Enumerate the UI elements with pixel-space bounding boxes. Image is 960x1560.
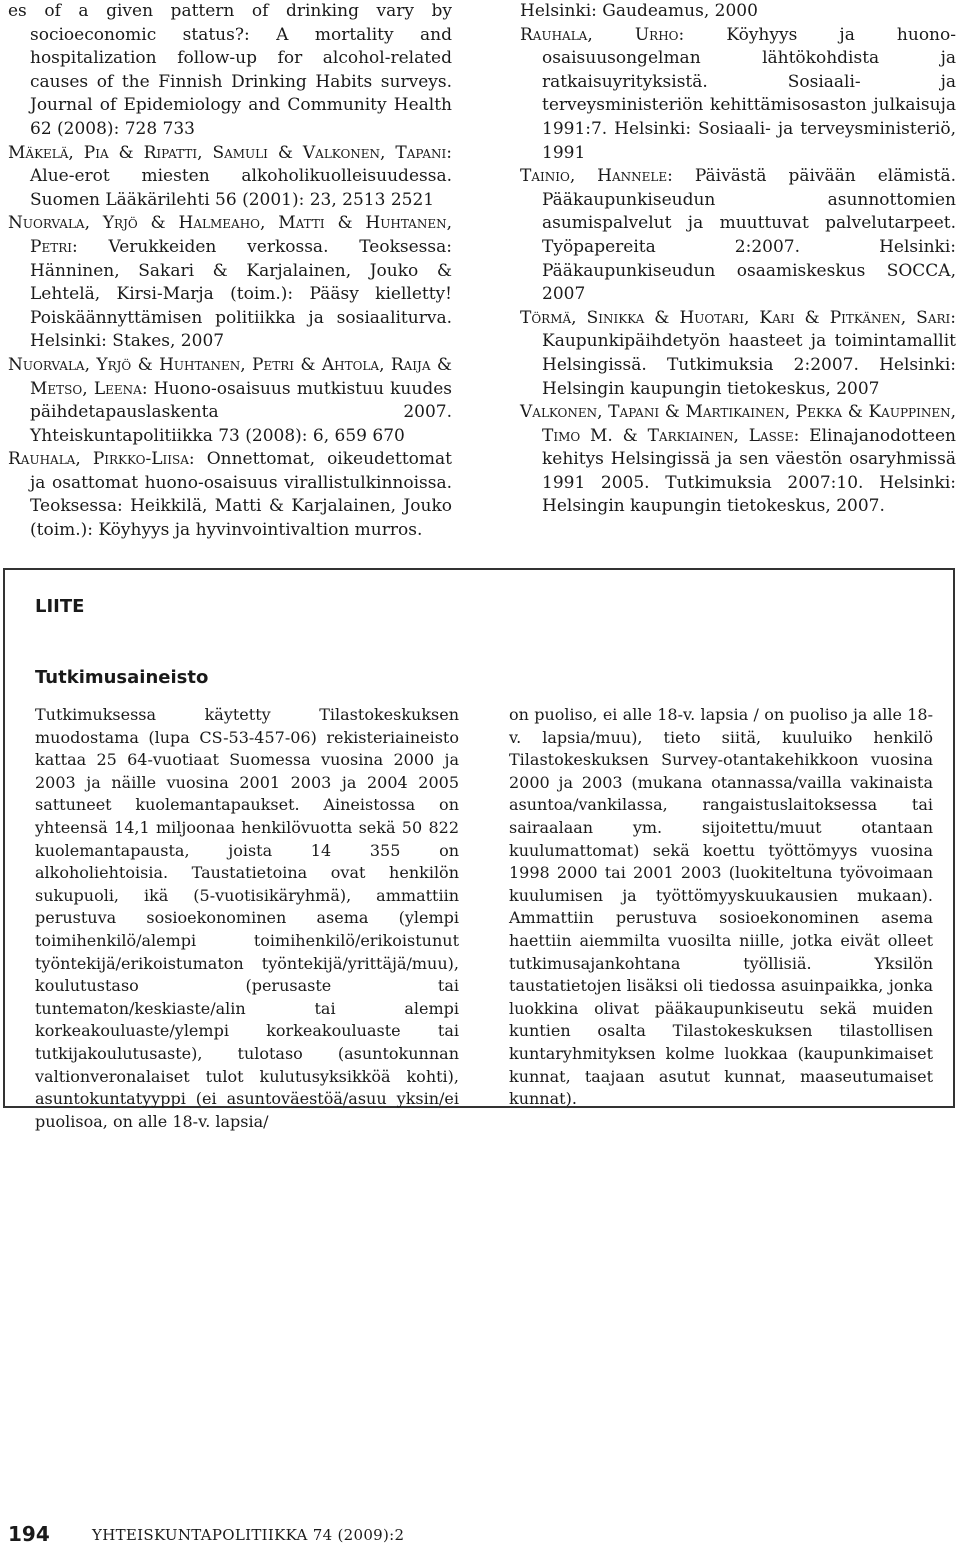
reference-entry: Nuorvala, Yrjö & Halmeaho, Matti & Huhtanen, Petri: Verukkeiden verkossa. Teoksessa: Hänninen, Sakari & Karjalainen, Jouko & Lehtelä, Kirsi-Marja (toim.): Pääsy kielletty! Poiskäännyttämisen politiikka ja sosiaaliturva. Helsinki: Stakes, 2007 [8, 213, 452, 352]
appendix-title: LIITE [35, 596, 85, 617]
appendix-body-left: Tutkimuksessa käytetty Tilastokeskuksen muodostama (lupa CS-53-457-06) rekisteriaineisto kattaa 25 64-vuotiaat Suomessa vuosina 2000 ja 2003 ja näille vuosina 2001 2003 ja 2004 2005 sattuneet kuolemantapaukset. Aineistossa on yhteensä 14,1 miljoonaa henkilövuotta sekä 50 822 kuolemantapausta, joista 14 355 on alkoholiehtoisia. Taustatietoina ovat henkilön sukupuoli, ikä (5-vuotisikäryhmä), ammattiin perustuva sosioekonominen asema (ylempi toimihenkilö/alempi toimihenkilö/erikoistunut työntekijä/erikoistumaton työntekijä/yrittäjä/muu), koulutustaso (perusaste tai tuntematon/keskiaste/alin tai alempi korkeakouluaste/ylempi korkeakouluaste tai tutkijakoulutusaste), tulotaso (asuntokunnan valtionveronalaiset tulot kulutusyksikköä kohti), asuntokuntatyyppi (ei asuntoväestöä/asuu yksin/ei puolisoa, on alle 18-v. lapsia/ [35, 705, 459, 1131]
reference-entry: Rauhala, Urho: Köyhyys ja huono-osaisuusongelman lähtökohdista ja ratkaisuyrityksistä. Sosiaali- ja terveysministeriön kehittämisosaston julkaisuja 1991:7. Helsinki: Sosiaali- ja terveysministeriö, 1991 [520, 24, 956, 163]
reference-entry: Tainio, Hannele: Päivästä päivään elämistä. Pääkaupunkiseudun asunnottomien asumispalvelut ja muuttuvat palvelutarpeet. Työpapereita 2:2007. Helsinki: Pääkaupunkiseudun osaamiskeskus SOCCA, 2007 [520, 166, 956, 305]
reference-authors: Nuorvala, Yrjö & Huhtanen, Petri & Ahtola, Raija & Metso, Leena: [8, 354, 452, 399]
reference-authors: Rauhala, Pirkko-Liisa: [8, 449, 195, 470]
reference-entry: es of a given pattern of drinking vary by socioeconomic status?: A mortality and hospitalization follow-up for alcohol-related causes of the Finnish Drinking Habits surveys. Journal of Epidemiology and Community Health 62 (2008): 728 733 [8, 1, 452, 139]
reference-entry: Mäkelä, Pia & Ripatti, Samuli & Valkonen, Tapani: Alue-erot miesten alkoholikuolleisuudessa. Suomen Lääkärilehti 56 (2001): 23, 2513 2521 [8, 142, 452, 210]
reference-entry: Rauhala, Pirkko-Liisa: Onnettomat, oikeudettomat ja osattomat huono-osaisuus virallistulkinnoissa. Teoksessa: Heikkilä, Matti & Karjalainen, Jouko (toim.): Köyhyys ja hyvinvointivaltion murros. [8, 449, 452, 541]
reference-authors: Valkonen, Tapani & Martikainen, Pekka & Kauppinen, Timo M. & Tarkiainen, Lasse: [520, 402, 956, 446]
reference-authors: Törmä, Sinikka & Huotari, Kari & Pitkänen, Sari: [520, 307, 956, 328]
appendix-box [3, 568, 955, 1131]
reference-authors: Tainio, Hannele: [520, 166, 673, 187]
reference-entry: Törmä, Sinikka & Huotari, Kari & Pitkänen, Sari: Kaupunkipäihdetyön haasteet ja toimintamallit Helsingissä. Tutkimuksia 2:2007. Helsinki: Helsingin kaupungin tietokeskus, 2007 [520, 307, 956, 399]
reference-authors: Mäkelä, Pia & Ripatti, Samuli & Valkonen, Tapani: [8, 142, 452, 163]
reference-entry: Valkonen, Tapani & Martikainen, Pekka & Kauppinen, Timo M. & Tarkiainen, Lasse: Elinajanodotteen kehitys Helsingissä ja sen väestön osaryhmissä 1991 2005. Tutkimuksia 2007:10. Helsinki: Helsingin kaupungin tietokeskus, 2007. [520, 402, 956, 517]
appendix-body-right: on puoliso, ei alle 18-v. lapsia / on puoliso ja alle 18-v. lapsia/muu), tieto siitä, kuuluiko henkilö Tilastokeskuksen Survey-otantakehikkoon vuosina 2000 ja 2003 (mukana otannassa/vailla vakinaista asuntoa/vankilassa, rangaistuslaitoksessa tai sairaalaan ym. sijoitettu/muut otantaan kuulumattomat) sekä koettu työttömyys vuosina 1998 2000 tai 2001 2003 (luokiteltuna työvoimaan kuulumisen ja työttömyyskuukausien mukaan). Ammattiin perustuva sosioekonominen asema haettiin aiemmilta vuosilta niille, jotka eivät olleet tutkimusajankohtana työllisiä. Yksilön taustatietojen lisäksi oli tiedossa asuinpaikka, jonka luokkina olivat pääkaupunkiseutu sekä muiden kuntien osalta Tilastokeskuksen tilastollisen kuntaryhmityksen kolme luokkaa (kaupunkimaiset kunnat, taajaan asutut kunnat, maaseutumaiset kunnat). [509, 705, 933, 1109]
references-left-column [8, 0, 452, 543]
reference-entry: Helsinki: Gaudeamus, 2000 [520, 1, 758, 21]
page-number: 194 [8, 1522, 50, 1546]
reference-authors: Rauhala, Urho: [520, 24, 685, 45]
reference-entry: Nuorvala, Yrjö & Huhtanen, Petri & Ahtola, Raija & Metso, Leena: Huono-osaisuus mutkistuu kuudes päihdetapauslaskenta 2007. Yhteiskuntapolitiikka 73 (2008): 6, 659 670 [8, 354, 452, 446]
references-right-column [520, 0, 956, 519]
section-title: Tutkimusaineisto [35, 667, 209, 688]
page-footer [0, 1522, 960, 1560]
journal-name: YHTEISKUNTAPOLITIIKKA 74 (2009):2 [92, 1526, 405, 1544]
reference-authors: Nuorvala, Yrjö & Halmeaho, Matti & Huhtanen, Petri: [8, 213, 452, 257]
